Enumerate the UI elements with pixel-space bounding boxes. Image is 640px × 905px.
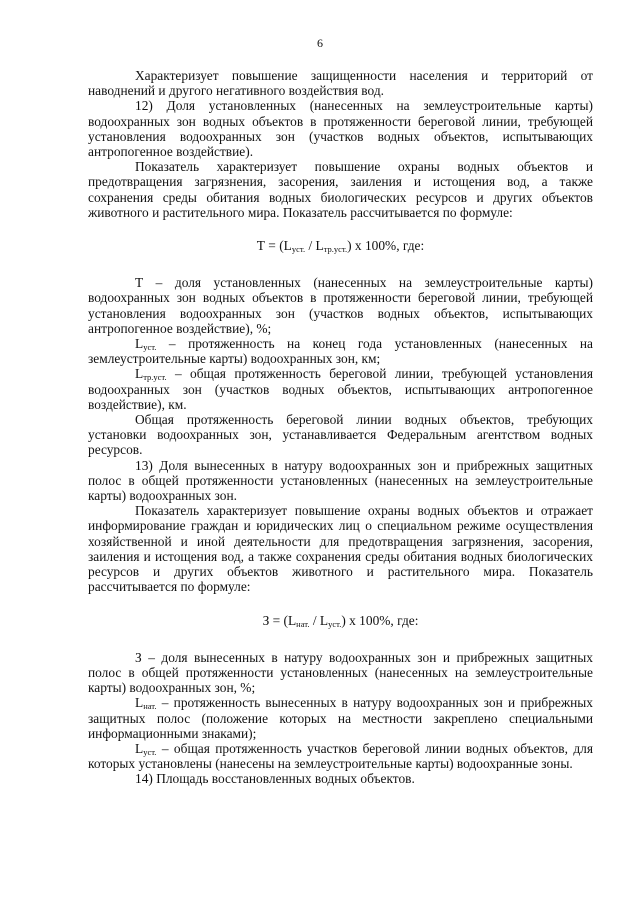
page-number: 6 <box>317 36 323 50</box>
definition-t: Т – доля установленных (нанесенных на землеустроительные карты) водоохранных зон водных объектов в протяженности береговой линии, требующей установления водоохранных зон (участков водных объектов, испытывающих антропогенное воздействие), %; <box>88 275 593 336</box>
definition-l-ust: $L_{уст.}$ – протяженность на конец года установленных (нанесенных на землеустроительные карты) водоохранных зон, км; <box>88 336 593 367</box>
definition-l-nat: $L_{нат.}$ – протяженность вынесенных в натуру водоохранных зон и прибрежных защитных полос (положение которых на местности закреплено специальными информационными знаками); <box>88 695 593 741</box>
formula-z: $З = (L_{нат.} / L_{уст.})$ x 100%, где: <box>262 612 419 629</box>
definition-l-ust-2: $L_{уст.}$ – общая протяженность участков береговой линии водных объектов, для которых установлены (нанесены на землеустроительные карты) водоохранные зоны. <box>88 740 593 772</box>
definition-l-tr-ust: $L_{тр.уст.}$ – общая протяженность береговой линии, требующей установления водоохранных зон (участков водных объектов, испытывающих антропогенное воздействие), км. <box>88 366 593 412</box>
paragraph-p9: Показатель характеризует повышение охраны водных объектов и отражает информирование граждан и юридических лиц о специальном режиме осуществления хозяйственной и иной деятельности для предотвращения загрязнения, засорения, заиления и истощения вод, а также сохранения среды обитания водных биологических ресурсов и других объектов животного и растительного мира. Показатель рассчитывается по формуле: <box>88 503 593 595</box>
definition-z: З – доля вынесенных в натуру водоохранных зон и прибрежных защитных полос в общей протяженности установленных (нанесенных на землеустроительные карты) водоохранных зон, %; <box>88 649 593 696</box>
indicator-14-title: 14) Площадь восстановленных водных объектов. <box>135 771 415 787</box>
paragraph-p1: Характеризует повышение защищенности населения и территорий от наводнений и другого негативного воздействия вод. <box>88 68 593 99</box>
indicator-12-title: 12) Доля установленных (нанесенных на землеустроительные карты) водоохранных зон водных объектов в протяженности береговой линии, требующей установления водоохранных зон (участков водных объектов, испытывающих антропогенное воздействие). <box>88 98 593 160</box>
formula-t: $Т = (L_{уст.} / L_{тр.уст.})$ x 100%, где: <box>256 238 425 255</box>
indicator-13-title: 13) Доля вынесенных в натуру водоохранных зон и прибрежных защитных полос в общей протяженности установленных (нанесенных на землеустроительные карты) водоохранных зон. <box>88 457 593 504</box>
paragraph-p3: Показатель характеризует повышение охраны водных объектов и предотвращения загрязнения, засорения, заиления и истощения вод, а также сохранения среды обитания водных биологических ресурсов и других объектов животного и растительного мира. Показатель рассчитывается по формуле: <box>88 159 593 220</box>
paragraph-p7: Общая протяженность береговой линии водных объектов, требующих установки водоохранных зон, устанавливается Федеральным агентством водных ресурсов. <box>88 412 593 458</box>
document-body <box>88 68 593 787</box>
